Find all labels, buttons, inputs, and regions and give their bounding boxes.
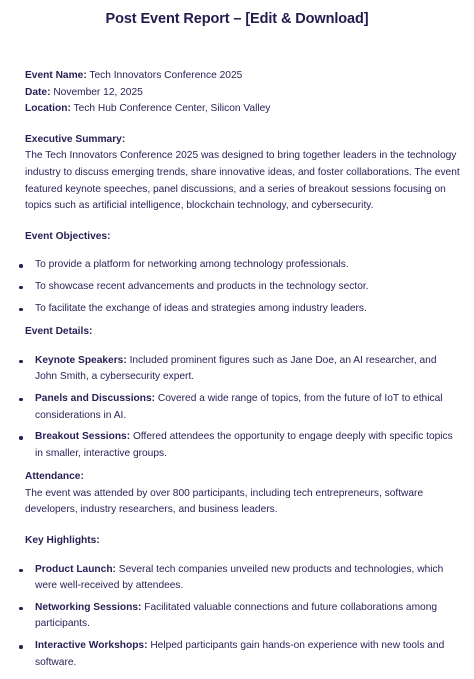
details-heading: Event Details:	[25, 326, 93, 338]
list-item: Keynote Speakers: Included prominent figures such as Jane Doe, an AI researcher, and John Smith, a cybersecurity expert.	[25, 353, 445, 386]
list-item: To facilitate the exchange of ideas and strategies among industry leaders.	[25, 301, 445, 318]
attendance-heading: Attendance:	[25, 471, 84, 483]
summary-line: industry to discuss emerging trends, share innovative ideas, and foster collaborations. The event	[25, 166, 460, 178]
event-name-row	[25, 68, 445, 85]
attendance-line: The event was attended by over 800 participants, including tech entrepreneurs, software	[25, 487, 424, 499]
list-item: Panels and Discussions: Covered a wide range of topics, from the future of IoT to ethical considerations in AI.	[25, 391, 445, 424]
list-item: Product Launch: Several tech companies unveiled new products and technologies, which were well-received by attendees.	[25, 562, 445, 595]
detail-label: Keynote Speakers:	[35, 354, 127, 366]
list-item: To provide a platform for networking among technology professionals.	[25, 257, 445, 274]
objectives-list	[25, 257, 445, 317]
page-title: Post Event Report – [Edit & Download]	[105, 11, 369, 27]
highlights-list	[25, 562, 445, 672]
objectives-heading: Event Objectives:	[25, 230, 111, 242]
executive-summary-heading: Executive Summary:	[25, 133, 126, 145]
summary-line: featured keynote speeches, panel discussions, and a series of breakout sessions focusing on	[25, 183, 446, 195]
list-item: To showcase recent advancements and products in the technology sector.	[25, 279, 445, 296]
event-date-row	[25, 85, 445, 102]
highlights-heading: Key Highlights:	[25, 535, 100, 547]
highlight-label: Product Launch:	[35, 563, 116, 575]
list-item: Breakout Sessions: Offered attendees the opportunity to engage deeply with specific topics in smaller, interactive groups.	[25, 429, 445, 462]
event-location-value: Tech Hub Conference Center, Silicon Valley	[73, 103, 271, 115]
summary-line: topics such as artificial intelligence, blockchain technology, and cybersecurity.	[25, 200, 374, 212]
detail-label: Panels and Discussions:	[35, 392, 156, 404]
event-name-label: Event Name:	[25, 70, 87, 81]
detail-label: Breakout Sessions:	[35, 431, 131, 443]
event-location-label: Location:	[25, 103, 71, 115]
event-name-value: Tech Innovators Conference 2025	[89, 70, 243, 81]
report-body	[25, 68, 460, 671]
details-list	[25, 353, 453, 463]
event-date-label: Date:	[25, 86, 51, 98]
event-date-value: November 12, 2025	[53, 86, 143, 98]
highlight-label: Networking Sessions:	[35, 601, 142, 613]
summary-line: The Tech Innovators Conference 2025 was designed to bring together leaders in the technology	[25, 150, 457, 162]
event-location-row	[25, 101, 445, 118]
highlight-label: Interactive Workshops:	[35, 640, 148, 652]
attendance-line: developers, industry researchers, and business leaders.	[25, 504, 278, 516]
list-item: Interactive Workshops: Helped participants gain hands-on experience with new tools and software.	[25, 638, 445, 671]
list-item: Networking Sessions: Facilitated valuable connections and future collaborations among participants.	[25, 600, 445, 633]
